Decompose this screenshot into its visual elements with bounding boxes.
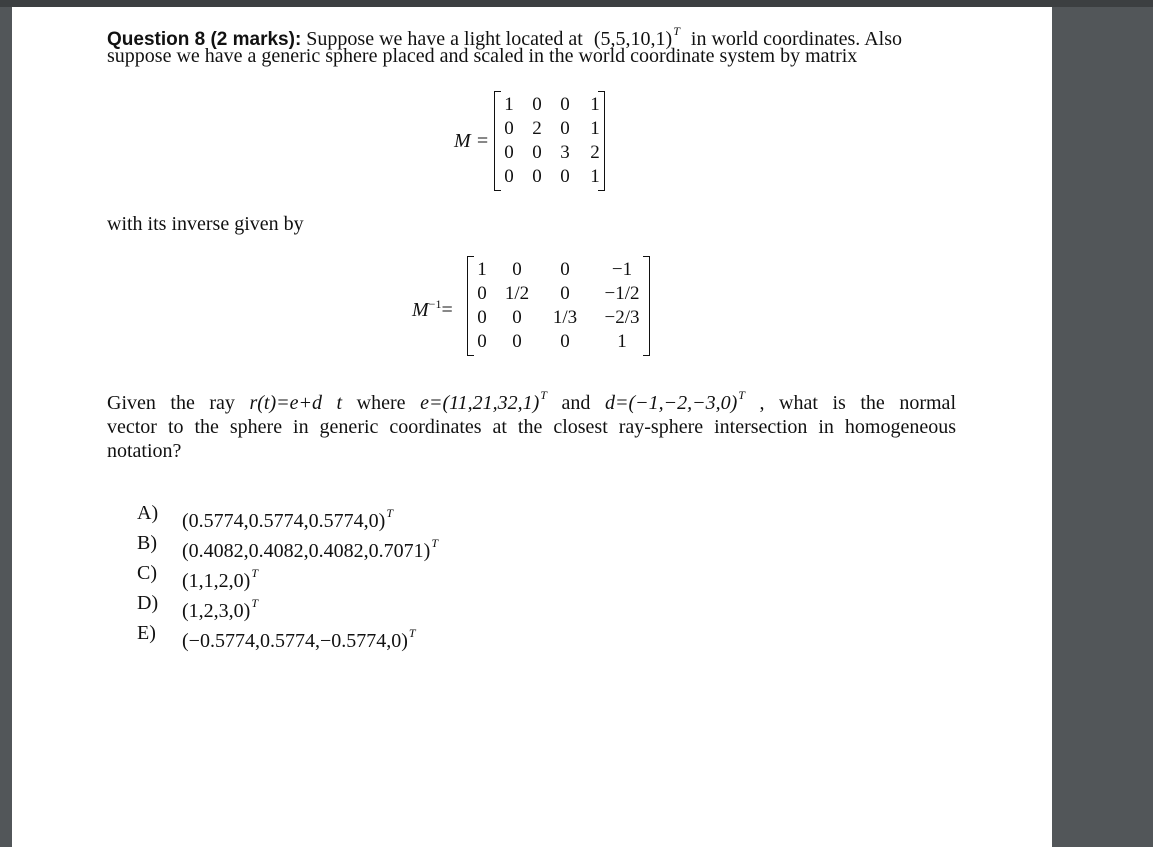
matrix-cell: 0 [560, 259, 570, 280]
intro-text-b: in world coordinates. Also [690, 28, 902, 50]
matrix-cell: 0 [477, 307, 487, 328]
light-position: $(5,5,10,1)^T$ [593, 24, 680, 50]
matrix-m [494, 91, 605, 191]
ray-line1: Given the ray r(t)=e+d t where $e=(11,21,32,1)^T$ and $d=(-1,-2,-3,0)^T$ , what is the normal [107, 388, 956, 414]
option-value: $(0.4082,0.4082,0.4082,0.7071)^T$ [182, 536, 439, 562]
matrix-cell: 0 [560, 283, 570, 304]
matrix-cell: 1 [590, 166, 600, 187]
option-value: $(0.5774,0.5774,0.5774,0)^T$ [182, 506, 394, 532]
matrix-cell: 2 [590, 142, 600, 163]
matrix-cell: 0 [504, 142, 514, 163]
matrix-cell: 0 [560, 166, 570, 187]
matrix-m-inverse [467, 256, 650, 356]
viewer-side-panel [1052, 7, 1153, 847]
matrix-row [494, 117, 605, 141]
d-expression: $d=(-1,-2,-3,0)^T$ [604, 388, 745, 414]
matrix-cell: 0 [532, 142, 542, 163]
matrix-row [494, 93, 605, 117]
matrix-cell: 0 [504, 118, 514, 139]
question-label: Question 8 (2 marks): [107, 29, 302, 50]
matrix-row [467, 330, 650, 354]
matrix-cell: 0 [512, 259, 522, 280]
matrix-cell: 3 [560, 142, 570, 163]
matrix-cell: 0 [477, 283, 487, 304]
option-letter: E) [137, 622, 156, 644]
matrix-cell: 1/2 [504, 283, 530, 304]
matrix-row [467, 306, 650, 330]
option-letter: B) [137, 532, 157, 554]
matrix-cell: 0 [512, 331, 522, 352]
matrix-cell: 0 [532, 94, 542, 115]
matrix-cell: −2/3 [604, 307, 640, 328]
matrix-cell: 0 [512, 307, 522, 328]
option-value: $(-0.5774,0.5774,-0.5774,0)^T$ [182, 626, 416, 652]
document-page [12, 7, 1052, 847]
matrix-cell: 2 [532, 118, 542, 139]
matrix-row [494, 165, 605, 189]
option-value: $(1,1,2,0)^T$ [182, 566, 259, 592]
e-expression: $e=(11,21,32,1)^T$ [420, 388, 547, 414]
ray-paragraph [107, 383, 956, 463]
ray-expression: r(t)=e+d t [249, 392, 343, 414]
matrix-cell: 0 [560, 118, 570, 139]
matrix-m-label: M = [454, 130, 490, 152]
matrix-cell: 0 [560, 94, 570, 115]
viewer-top-bar [0, 0, 1153, 7]
matrix-row [494, 141, 605, 165]
option-letter: C) [137, 562, 157, 584]
ray-line2: vector to the sphere in generic coordinates at the closest ray-sphere intersection in homogeneous [107, 416, 956, 438]
matrix-cell: 1 [590, 94, 600, 115]
matrix-cell: −1 [611, 259, 633, 280]
option-value: $(1,2,3,0)^T$ [182, 596, 259, 622]
option-letter: D) [137, 592, 159, 614]
matrix-cell: 1 [590, 118, 600, 139]
matrix-cell: 1 [504, 94, 514, 115]
matrix-cell: 0 [532, 166, 542, 187]
matrix-cell: 1 [617, 331, 627, 352]
question-intro-line2: suppose we have a generic sphere placed and scaled in the world coordinate system by matrix [107, 45, 858, 67]
matrix-cell: 0 [504, 166, 514, 187]
option-letter: A) [137, 502, 159, 524]
ray-line3: notation? [107, 440, 182, 462]
matrix-row [467, 282, 650, 306]
matrix-minv-label: $M^{-1}=$ [412, 297, 453, 321]
matrix-cell: 1 [477, 259, 487, 280]
matrix-cell: 1/3 [552, 307, 578, 328]
matrix-cell: 0 [477, 331, 487, 352]
inverse-intro-text: with its inverse given by [107, 213, 304, 235]
matrix-cell: −1/2 [604, 283, 640, 304]
matrix-cell: 0 [560, 331, 570, 352]
matrix-row [467, 258, 650, 282]
intro-text-a: Suppose we have a light located at [306, 28, 583, 50]
